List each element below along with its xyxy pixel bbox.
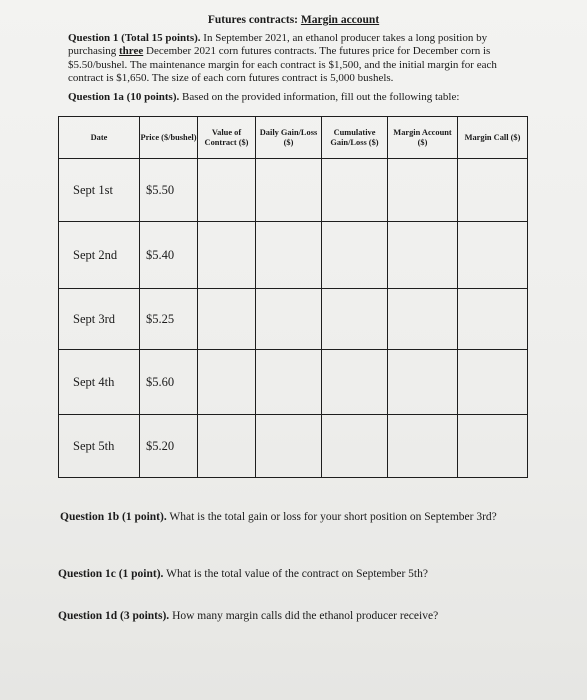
price-cell: $5.60 (140, 350, 198, 415)
header-margin-account: Margin Account ($) (388, 117, 458, 159)
question-1-text-a: In September 2021, an ethanol producer takes a long position by purchasing (68, 32, 488, 58)
cumulative-gain-loss-cell[interactable] (322, 289, 388, 350)
question-1c-lead: Question 1c (1 point). (58, 568, 164, 580)
question-1b-text: What is the total gain or loss for your short position on September 3rd? (166, 511, 497, 523)
question-1-text-b: December 2021 corn futures contracts. The futures price for December corn is $5.50/bushel. The maintenance margin for each contract is $1,500, and the initial margin for each contract is $1,650. The size of each corn futures contract is 5,000 bushels. (68, 45, 497, 84)
table-row (59, 350, 528, 415)
cumulative-gain-loss-cell[interactable] (322, 415, 388, 478)
value-of-contract-cell[interactable] (198, 350, 256, 415)
question-1-emphasis: three (119, 45, 144, 58)
question-1b-lead: Question 1b (1 point). (60, 511, 167, 523)
margin-account-cell[interactable] (388, 415, 458, 478)
date-cell: Sept 2nd (59, 222, 140, 289)
header-date: Date (59, 117, 140, 159)
daily-gain-loss-cell[interactable] (256, 415, 322, 478)
daily-gain-loss-cell[interactable] (256, 289, 322, 350)
cumulative-gain-loss-cell[interactable] (322, 222, 388, 289)
question-1c (58, 568, 428, 580)
margin-call-cell[interactable] (458, 415, 528, 478)
question-1a-lead: Question 1a (10 points). (68, 91, 180, 103)
question-1d-lead: Question 1d (3 points). (58, 610, 170, 622)
date-cell: Sept 4th (59, 350, 140, 415)
margin-call-cell[interactable] (458, 159, 528, 222)
title-underlined: Margin account (300, 14, 380, 26)
header-daily-gain-loss: Daily Gain/Loss ($) (256, 117, 322, 159)
margin-call-cell[interactable] (458, 222, 528, 289)
date-cell: Sept 5th (59, 415, 140, 478)
header-cumulative-gain-loss: Cumulative Gain/Loss ($) (322, 117, 388, 159)
daily-gain-loss-cell[interactable] (256, 222, 322, 289)
question-1a (68, 91, 538, 103)
question-1 (68, 32, 528, 85)
table-row (59, 415, 528, 478)
cumulative-gain-loss-cell[interactable] (322, 350, 388, 415)
margin-account-cell[interactable] (388, 289, 458, 350)
value-of-contract-cell[interactable] (198, 159, 256, 222)
question-1d-text: How many margin calls did the ethanol producer receive? (169, 610, 439, 622)
price-cell: $5.50 (140, 159, 198, 222)
value-of-contract-cell[interactable] (198, 222, 256, 289)
price-cell: $5.20 (140, 415, 198, 478)
margin-call-cell[interactable] (458, 350, 528, 415)
question-1a-text: Based on the provided information, fill out the following table: (179, 91, 460, 103)
title-prefix: Futures contracts: (207, 14, 301, 26)
value-of-contract-cell[interactable] (198, 415, 256, 478)
margin-account-cell[interactable] (388, 222, 458, 289)
question-1-lead: Question 1 (Total 15 points). (68, 32, 201, 44)
margin-account-cell[interactable] (388, 350, 458, 415)
question-1b (60, 511, 497, 523)
page-title (0, 14, 587, 26)
margin-account-table (58, 116, 528, 478)
table-header-row (59, 117, 528, 159)
date-cell: Sept 3rd (59, 289, 140, 350)
margin-call-cell[interactable] (458, 289, 528, 350)
cumulative-gain-loss-cell[interactable] (322, 159, 388, 222)
date-cell: Sept 1st (59, 159, 140, 222)
price-cell: $5.40 (140, 222, 198, 289)
margin-account-cell[interactable] (388, 159, 458, 222)
table-row (59, 222, 528, 289)
header-value-of-contract: Value of Contract ($) (198, 117, 256, 159)
question-1c-text: What is the total value of the contract on September 5th? (163, 568, 428, 580)
header-price: Price ($/bushel) (140, 117, 198, 159)
table-row (59, 289, 528, 350)
header-margin-call: Margin Call ($) (458, 117, 528, 159)
question-1d (58, 610, 438, 622)
daily-gain-loss-cell[interactable] (256, 159, 322, 222)
daily-gain-loss-cell[interactable] (256, 350, 322, 415)
price-cell: $5.25 (140, 289, 198, 350)
value-of-contract-cell[interactable] (198, 289, 256, 350)
table-row (59, 159, 528, 222)
